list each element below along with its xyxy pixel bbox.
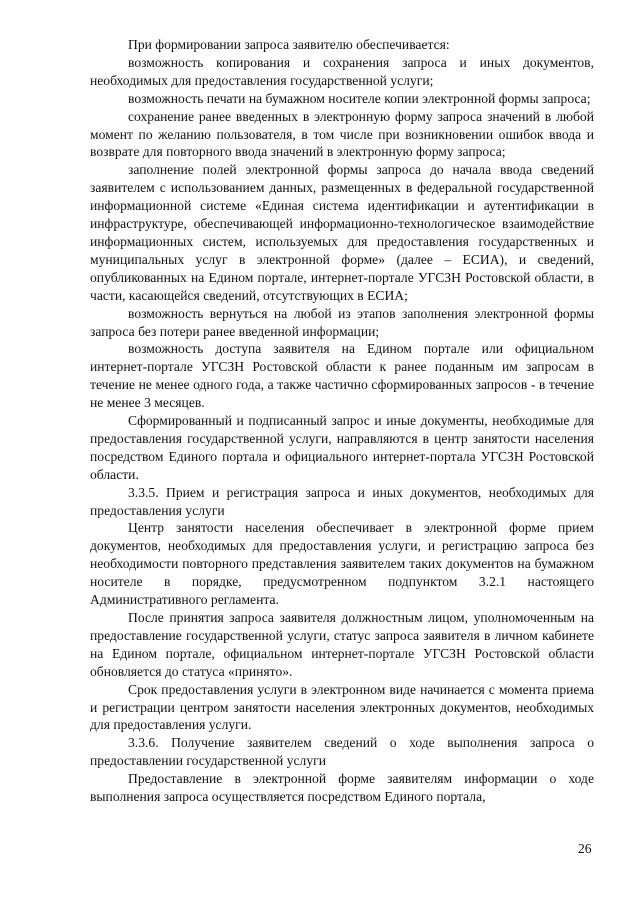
paragraph: возможность печати на бумажном носителе копии электронной формы запроса; (128, 90, 591, 106)
paragraph: После принятия запроса заявителя должностным лицом, уполномоченным на предоставление государственной услуги, статус запроса заявителя в личном кабинете на Едином портале, официальном интернет-портале УГСЗН Ростовской области обновляется до статуса «принято». (90, 610, 594, 679)
paragraph: Сформированный и подписанный запрос и иные документы, необходимые для предоставления государственной услуги, направляются в центр занятости населения посредством Единого портала и официального интернет-портала УГСЗН Ростовской области. (90, 413, 594, 482)
section-heading: 3.3.5. Прием и регистрация запроса и иных документов, необходимых для предоставления услуги (90, 484, 594, 518)
paragraph: сохранение ранее введенных в электронную форму запроса значений в любой момент по желанию пользователя, в том числе при возникновении ошибок ввода и возврате для повторного ввода значений в электронную форму запроса; (90, 108, 594, 160)
paragraph: возможность доступа заявителя на Едином портале или официальном интернет-портале УГСЗН Ростовской области к ранее поданным им запросам в течение не менее одного года, а также частично сформированных запросов - в течение не менее 3 месяцев. (90, 341, 594, 411)
page-number: 26 (578, 841, 592, 856)
paragraph: возможность копирования и сохранения запроса и иных документов, необходимых для предоставления государственной услуги; (90, 54, 594, 88)
paragraph: Срок предоставления услуги в электронном виде начинается с момента приема и регистрации центром занятости населения электронных документов, необходимых для предоставления услуги. (90, 681, 594, 733)
paragraph: заполнение полей электронной формы запроса до начала ввода сведений заявителем с использованием данных, размещенных в федеральной государственной информационной системе «Единая система идентификации и аутентификации в инфраструктуре, обеспечивающей информационно-технологическое взаимодействие информационных систем, используемых для предоставления государственных и муниципальных услуг в электронной форме» (далее – ЕСИА), и сведений, опубликованных на Едином портале, интернет-портале УГСЗН Ростовской области, в части, касающейся сведений, отсутствующих в ЕСИА; (90, 162, 594, 303)
paragraph: При формировании запроса заявителю обеспечивается: (128, 37, 450, 52)
section-heading: 3.3.6. Получение заявителем сведений о ходе выполнения запроса о предоставлении государственной услуги (90, 735, 594, 769)
paragraph: Центр занятости населения обеспечивает в электронной форме прием документов, необходимых для предоставления услуги, и регистрацию запроса без необходимости повторного представления заявителем таких документов на бумажном носителе в порядке, предусмотренном подпунктом 3.2.1 настоящего Административного регламента. (90, 520, 594, 608)
paragraph: Предоставление в электронной форме заявителям информации о ходе выполнения запроса осуществляется посредством Единого портала, (90, 771, 594, 805)
document-body (90, 36, 594, 806)
paragraph: возможность вернуться на любой из этапов заполнения электронной формы запроса без потери ранее введенной информации; (90, 305, 594, 339)
